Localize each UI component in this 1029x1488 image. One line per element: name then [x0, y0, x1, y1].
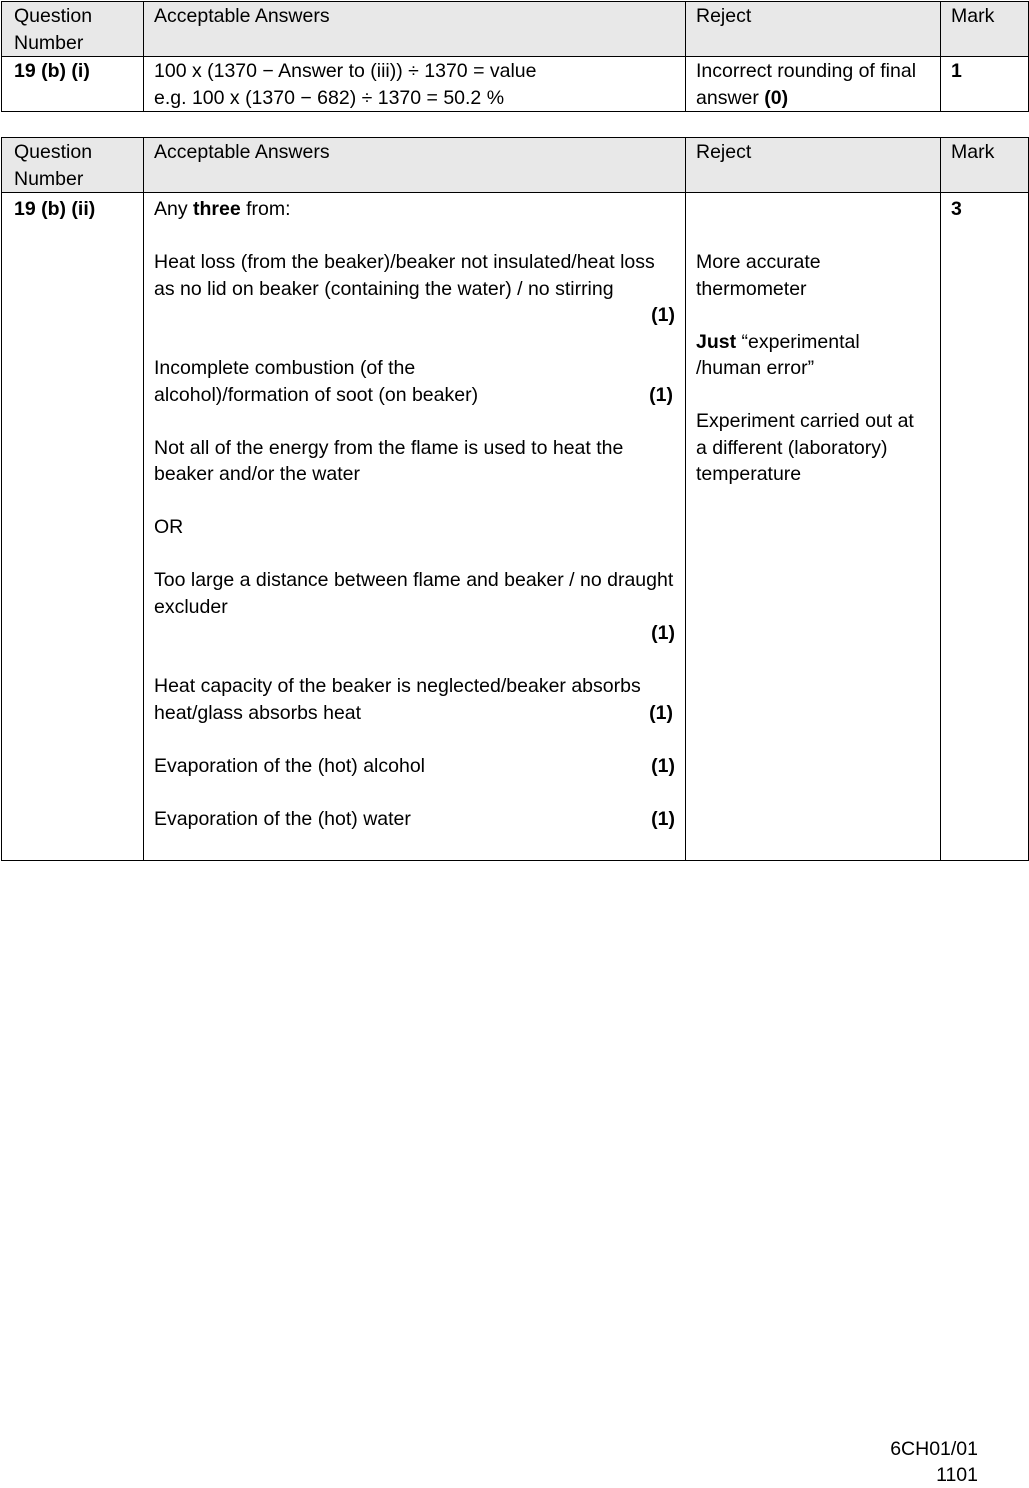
mark-scheme-table-19b-i	[1, 1, 1029, 112]
answer-heat-loss: Heat loss (from the beaker)/beaker not insulated/heat loss as no lid on beaker (containing the water) / no stirring	[154, 251, 655, 300]
header-question-number: Question Number	[2, 138, 144, 193]
acceptable-answers-cell	[144, 193, 686, 861]
answer-distance: Too large a distance between flame and beaker / no draught excluder	[154, 569, 674, 618]
header-question-number: Question Number	[2, 2, 144, 57]
header-mark: Mark	[941, 2, 1029, 57]
table-row	[2, 193, 1029, 861]
answer-heat-capacity	[154, 673, 675, 726]
answer-incomplete-combustion-text: Incomplete combustion (of the alcohol)/formation of soot (on beaker)	[154, 357, 479, 406]
answer-example: e.g. 100 x (1370 − 682) ÷ 1370 = 50.2 %	[154, 86, 505, 109]
intro-bold: three	[193, 198, 241, 220]
answer-evaporation-alcohol	[154, 753, 675, 780]
point-mark: (1)	[651, 754, 675, 777]
answer-intro	[154, 196, 675, 223]
reject-cell	[686, 57, 941, 112]
header-reject: Reject	[686, 138, 941, 193]
point-mark: (1)	[649, 701, 673, 724]
header-acceptable-answers: Acceptable Answers	[144, 2, 686, 57]
mark-cell: 1	[941, 57, 1029, 112]
answer-evaporation-alcohol-text: Evaporation of the (hot) alcohol	[154, 754, 426, 777]
header-acceptable-answers: Acceptable Answers	[144, 138, 686, 193]
intro-pre: Any	[154, 198, 188, 220]
table-header-row	[2, 138, 1029, 193]
intro-post: from:	[246, 198, 291, 220]
or-separator: OR	[154, 516, 184, 538]
reject-temperature: Experiment carried out at a different (laboratory) temperature	[696, 410, 914, 485]
reject-just: Just	[696, 330, 737, 353]
reject-thermometer: More accurate thermometer	[696, 251, 821, 300]
reject-cell	[686, 193, 941, 861]
answer-formula: 100 x (1370 − Answer to (iii)) ÷ 1370 = value	[154, 60, 537, 82]
answer-evaporation-water-text: Evaporation of the (hot) water	[154, 807, 411, 830]
mark-cell: 3	[941, 193, 1029, 861]
header-reject: Reject	[686, 2, 941, 57]
answer-evaporation-water	[154, 806, 675, 833]
reject-experimental-error	[696, 329, 930, 382]
question-number: 19 (b) (i)	[2, 57, 144, 112]
point-mark: (1)	[651, 304, 675, 326]
reject-experimental-error-text: “experimental /human error”	[696, 330, 860, 379]
answer-heat-capacity-text: Heat capacity of the beaker is neglected/beaker absorbs heat/glass absorbs heat	[154, 675, 641, 724]
point-mark: (1)	[651, 622, 675, 644]
table-row	[2, 57, 1029, 112]
acceptable-answers-cell	[144, 57, 686, 112]
point-mark: (1)	[651, 807, 675, 830]
question-number: 19 (b) (ii)	[2, 193, 144, 861]
exam-series: 1101	[936, 1464, 978, 1486]
reject-mark: (0)	[764, 86, 789, 109]
paper-code: 6CH01/01	[890, 1438, 978, 1460]
answer-energy-not-used: Not all of the energy from the flame is used to heat the beaker and/or the water	[154, 436, 624, 485]
reject-text: Incorrect rounding of final answer	[696, 60, 917, 109]
page-footer	[890, 1436, 978, 1488]
point-mark: (1)	[649, 383, 673, 406]
mark-scheme-table-19b-ii	[1, 137, 1029, 861]
answer-incomplete-combustion	[154, 355, 675, 408]
header-mark: Mark	[941, 138, 1029, 193]
table-header-row	[2, 2, 1029, 57]
